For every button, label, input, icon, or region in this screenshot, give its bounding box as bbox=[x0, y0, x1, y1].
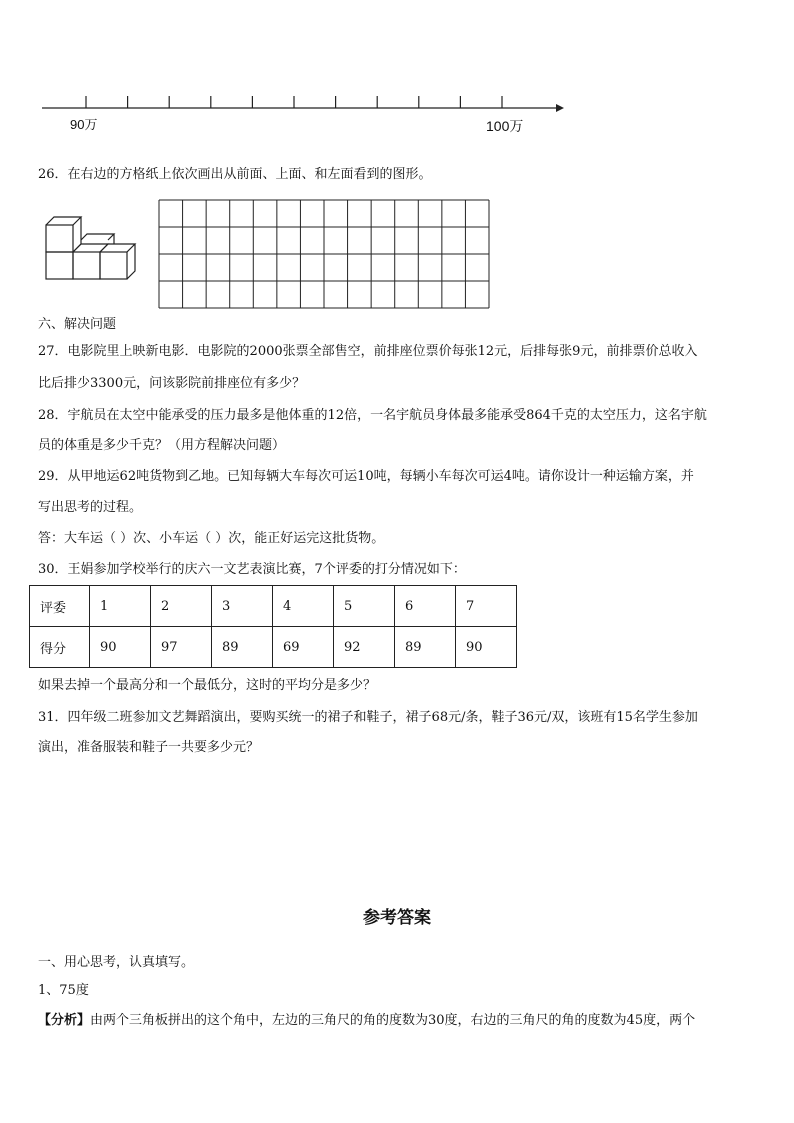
table-cell: 评委 bbox=[30, 586, 90, 627]
analysis-text: 由两个三角板拼出的这个角中，左边的三角尺的角的度数为30度，右边的三角尺的角的度数为45度，两个 bbox=[90, 1013, 696, 1028]
table-cell: 7 bbox=[456, 586, 517, 627]
table-row bbox=[30, 586, 517, 627]
question-30-question: 如果去掉一个最高分和一个最低分，这时的平均分是多少？ bbox=[38, 678, 377, 693]
question-29-answer: 答：大车运（ ）次、小车运（ ）次，能正好运完这批货物。 bbox=[38, 531, 385, 546]
answer-1-analysis bbox=[38, 1013, 695, 1029]
question-27-line2: 比后排少3300元，问该影院前排座位有多少？ bbox=[38, 376, 306, 391]
number-line bbox=[0, 0, 794, 140]
question-31-line1: 31．四年级二班参加文艺舞蹈演出，要购买统一的裙子和鞋子，裙子68元/条，鞋子36元/双，该班有15名学生参加 bbox=[38, 710, 698, 725]
answer-1: 1、75度 bbox=[38, 983, 89, 998]
number-line-right-label: 100万 bbox=[486, 118, 524, 134]
table-cell: 3 bbox=[212, 586, 273, 627]
question-27-line1: 27．电影院里上映新电影．电影院的2000张票全部售空，前排座位票价每张12元，后排每张9元，前排票价总收入 bbox=[38, 344, 698, 359]
question-31-line2: 演出，准备服装和鞋子一共要多少元？ bbox=[38, 740, 260, 755]
question-29-line2: 写出思考的过程。 bbox=[38, 500, 143, 515]
question-30-line1: 30．王娟参加学校举行的庆六一文艺表演比赛，7个评委的打分情况如下： bbox=[38, 562, 466, 577]
question-28-line1: 28．宇航员在太空中能承受的压力最多是他体重的12倍，一名宇航员身体最多能承受864千克的太空压力，这名宇航 bbox=[38, 408, 707, 423]
table-cell: 89 bbox=[212, 627, 273, 668]
cube-stack-figure bbox=[40, 212, 140, 284]
table-cell: 4 bbox=[273, 586, 334, 627]
table-cell: 得分 bbox=[30, 627, 90, 668]
table-cell: 2 bbox=[151, 586, 212, 627]
table-row bbox=[30, 627, 517, 668]
table-cell: 97 bbox=[151, 627, 212, 668]
table-cell: 89 bbox=[395, 627, 456, 668]
question-28-line2: 员的体重是多少千克？（用方程解决问题） bbox=[38, 438, 286, 453]
section-6-heading: 六、解决问题 bbox=[38, 317, 117, 332]
grid-paper[interactable] bbox=[158, 199, 490, 309]
table-cell: 90 bbox=[90, 627, 151, 668]
answers-section-1: 一、用心思考，认真填写。 bbox=[38, 955, 195, 970]
question-26: 26．在右边的方格纸上依次画出从前面、上面、和左面看到的图形。 bbox=[38, 167, 432, 182]
number-line-left-label: 90万 bbox=[70, 117, 98, 132]
analysis-tag: 【分析】 bbox=[38, 1013, 91, 1028]
table-cell: 1 bbox=[90, 586, 151, 627]
table-cell: 90 bbox=[456, 627, 517, 668]
table-cell: 6 bbox=[395, 586, 456, 627]
answers-title: 参考答案 bbox=[363, 908, 431, 928]
question-29-line1: 29．从甲地运62吨货物到乙地。已知每辆大车每次可运10吨，每辆小车每次可运4吨。请你设计一种运输方案，并 bbox=[38, 469, 694, 484]
score-table bbox=[29, 585, 517, 668]
table-cell: 5 bbox=[334, 586, 395, 627]
table-cell: 69 bbox=[273, 627, 334, 668]
table-cell: 92 bbox=[334, 627, 395, 668]
